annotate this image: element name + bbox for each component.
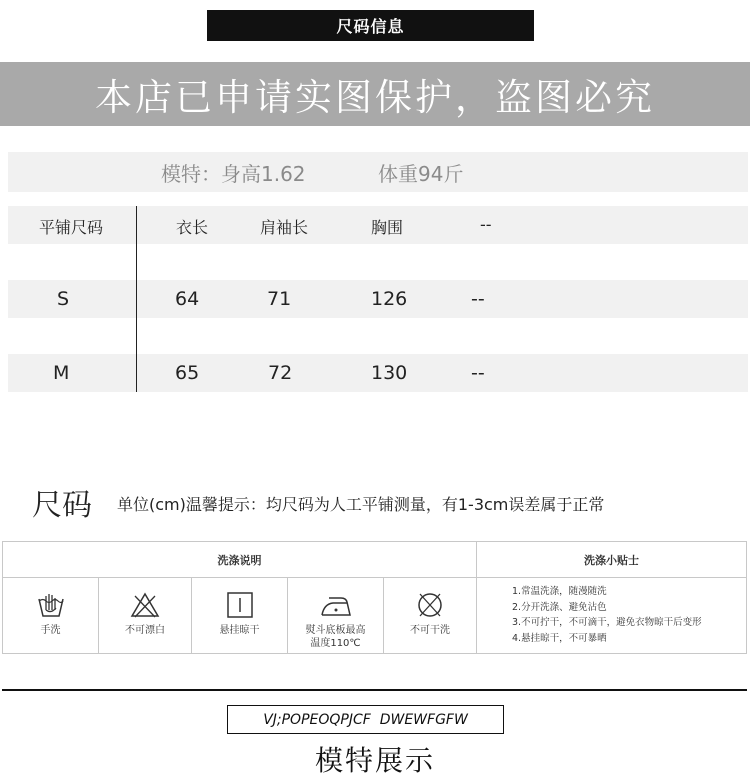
- table-row: [8, 354, 748, 392]
- care-tip: 2.分开洗涤、避免沾色: [512, 601, 607, 613]
- length-cell: 65: [175, 362, 200, 384]
- chest-cell: 130: [371, 362, 408, 384]
- sleeve-cell: 71: [267, 288, 292, 310]
- care-instructions-title: 洗涤说明: [3, 542, 477, 578]
- care-tips-list: [477, 578, 746, 654]
- extra-cell: --: [471, 288, 485, 310]
- size-cell: S: [57, 288, 70, 310]
- model-height: 模特：身高1.62: [161, 162, 306, 186]
- model-showcase-title: 模特展示: [314, 744, 435, 777]
- care-item-hang-dry: [192, 578, 288, 654]
- page-title: 尺码信息: [207, 10, 534, 41]
- care-tip: 3.不可拧干，不可滴干，避免衣物晾干后变形: [512, 617, 702, 628]
- chest-cell: 126: [371, 288, 408, 310]
- care-item-hand-wash: [3, 578, 99, 654]
- protection-banner: 本店已申请实图保护，盗图必究: [0, 62, 750, 126]
- header-length: 衣长: [176, 218, 209, 237]
- care-tip: 4.悬挂晾干，不可暴晒: [512, 632, 607, 644]
- care-tips-title: 洗涤小贴士: [477, 542, 746, 578]
- table-row: [8, 280, 748, 318]
- care-item-no-dry-clean: [384, 578, 477, 654]
- care-tip: 1.常温洗涤，随漫随洗: [512, 586, 607, 597]
- model-info-row: [8, 152, 748, 192]
- section-divider: [2, 689, 747, 691]
- care-table: [2, 541, 747, 654]
- no-bleach-icon: [128, 590, 162, 620]
- size-section-label: 尺码: [32, 488, 92, 523]
- care-item-label: [306, 624, 366, 650]
- code-box: VJ;POPEOQPJCF DWEWFGFW: [227, 705, 504, 734]
- length-cell: 64: [175, 288, 200, 310]
- iron-icon: [319, 590, 353, 620]
- iron-label-line1: 熨斗底板最高: [305, 625, 366, 636]
- extra-cell: --: [471, 362, 485, 384]
- model-weight: 体重94斤: [378, 162, 464, 186]
- table-divider: [136, 206, 137, 392]
- header-chest: 胸围: [371, 218, 404, 237]
- size-note: 单位(cm)温馨提示：均尺码为人工平铺测量，有1-3cm误差属于正常: [117, 495, 605, 514]
- iron-label-line2: 温度110℃: [310, 638, 361, 649]
- hang-dry-icon: [223, 590, 257, 620]
- care-item-label: 悬挂晾干: [219, 625, 260, 636]
- care-item-label: 不可干洗: [410, 625, 450, 636]
- care-item-label: 不可漂白: [125, 625, 165, 636]
- header-size: 平铺尺码: [39, 218, 104, 237]
- care-item-label: 手洗: [40, 625, 61, 636]
- size-cell: M: [53, 362, 70, 384]
- header-extra: --: [480, 215, 492, 234]
- hand-wash-icon: [34, 590, 68, 620]
- no-dry-clean-icon: [413, 590, 447, 620]
- sleeve-cell: 72: [268, 362, 293, 384]
- header-sleeve: 肩袖长: [260, 218, 309, 237]
- care-item-iron: [288, 578, 384, 654]
- care-item-no-bleach: [99, 578, 192, 654]
- size-table-header: [8, 206, 748, 244]
